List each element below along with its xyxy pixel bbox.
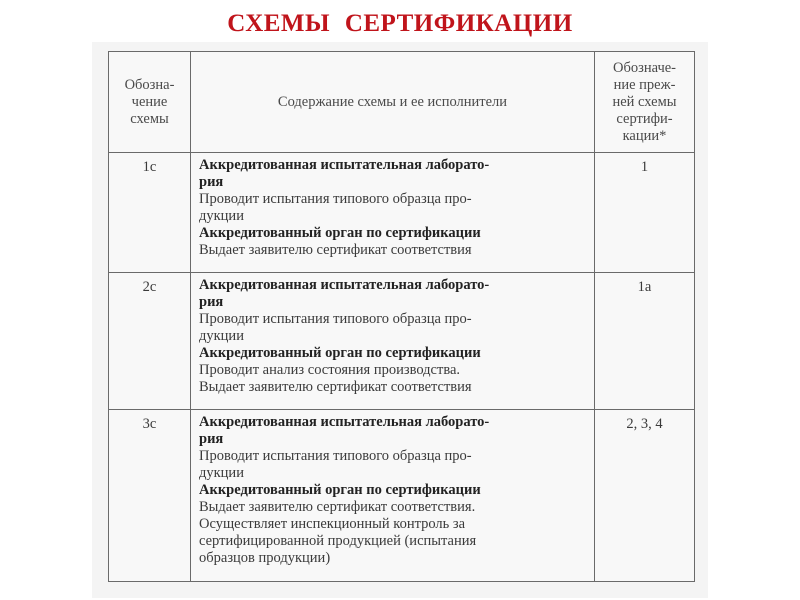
content-line: дукции bbox=[199, 465, 244, 481]
content-line: Проводит испытания типового образца про- bbox=[199, 448, 472, 464]
content-line: Проводит анализ состояния производства. bbox=[199, 362, 461, 378]
scheme-content-cell bbox=[191, 153, 595, 273]
content-line: Аккредитованная испытательная лаборато- bbox=[199, 414, 490, 430]
content-line: Выдает заявителю сертификат соответствия bbox=[199, 379, 472, 395]
table-header-row bbox=[109, 52, 695, 153]
header-scheme-code: Обозна- чение схемы bbox=[109, 52, 191, 153]
content-line: Проводит испытания типового образца про- bbox=[199, 191, 472, 207]
content-line: Аккредитованная испытательная лаборато- bbox=[199, 157, 490, 173]
content-line: дукции bbox=[199, 328, 244, 344]
content-line: сертифицированной продукцией (испытания bbox=[199, 533, 477, 549]
table-row bbox=[109, 410, 695, 582]
scheme-content-cell bbox=[191, 273, 595, 410]
content-line: Выдает заявителю сертификат соответствия bbox=[199, 242, 472, 258]
previous-scheme-cell: 1а bbox=[595, 273, 695, 410]
content-line: Аккредитованный орган по сертификации bbox=[199, 345, 481, 361]
scheme-content-cell bbox=[191, 410, 595, 582]
previous-scheme-cell: 1 bbox=[595, 153, 695, 273]
page-title: СХЕМЫ СЕРТИФИКАЦИИ bbox=[227, 10, 573, 37]
previous-scheme-cell: 2, 3, 4 bbox=[595, 410, 695, 582]
certification-schemes-table bbox=[108, 51, 695, 582]
header-previous-scheme: Обозначе- ние преж- ней схемы сертифи- кации* bbox=[595, 52, 695, 153]
content-line: рия bbox=[199, 174, 224, 190]
content-line: Аккредитованный орган по сертификации bbox=[199, 225, 481, 241]
scheme-code-cell: 2с bbox=[109, 273, 191, 410]
content-line: рия bbox=[199, 294, 224, 310]
content-line: Аккредитованная испытательная лаборато- bbox=[199, 277, 490, 293]
content-line: дукции bbox=[199, 208, 244, 224]
content-line: образцов продукции) bbox=[199, 550, 331, 566]
scheme-code-cell: 3с bbox=[109, 410, 191, 582]
content-line: Проводит испытания типового образца про- bbox=[199, 311, 472, 327]
content-line: рия bbox=[199, 431, 224, 447]
scheme-code-cell: 1с bbox=[109, 153, 191, 273]
header-scheme-content: Содержание схемы и ее исполнители bbox=[191, 52, 595, 153]
table-row bbox=[109, 153, 695, 273]
content-line: Аккредитованный орган по сертификации bbox=[199, 482, 481, 498]
content-line: Выдает заявителю сертификат соответствия. bbox=[199, 499, 476, 515]
content-line: Осуществляет инспекционный контроль за bbox=[199, 516, 466, 532]
table-row bbox=[109, 273, 695, 410]
